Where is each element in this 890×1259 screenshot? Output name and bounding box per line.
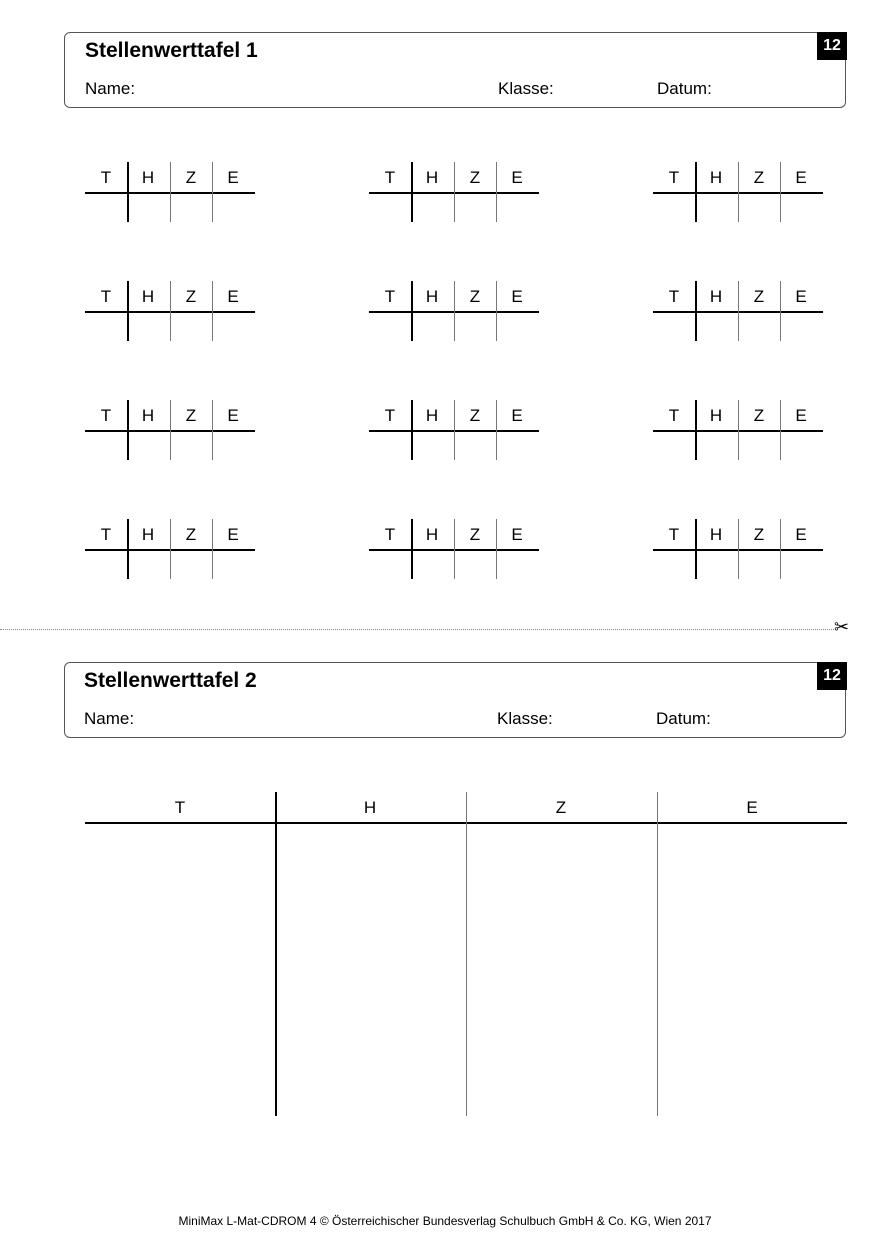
column-label: T: [100, 287, 112, 306]
column-label: T: [668, 406, 680, 425]
column-divider: [738, 281, 739, 341]
column-label: E: [511, 525, 523, 544]
column-divider: [695, 400, 697, 460]
place-value-table: [653, 519, 823, 579]
column-label: E: [227, 406, 239, 425]
column-divider: [695, 281, 697, 341]
copyright-footer: MiniMax L-Mat-CDROM 4 © Österreichischer Bundesverlag Schulbuch GmbH & Co. KG, Wien 2017: [178, 1214, 712, 1228]
column-divider: [127, 162, 129, 222]
place-value-table: [85, 400, 255, 460]
name-label-2: Name:: [84, 709, 135, 728]
column-divider: [780, 281, 781, 341]
column-label: E: [511, 287, 523, 306]
class-label-2: Klasse:: [497, 709, 553, 728]
column-divider: [127, 400, 129, 460]
column-label: H: [425, 168, 439, 187]
column-label: E: [795, 525, 807, 544]
column-divider: [496, 281, 497, 341]
column-divider: [496, 400, 497, 460]
place-value-table: [85, 519, 255, 579]
column-divider: [411, 400, 413, 460]
name-label-1: Name:: [85, 79, 136, 98]
column-label: H: [141, 168, 155, 187]
column-divider: [738, 162, 739, 222]
column-label: T: [384, 168, 396, 187]
place-value-table: [653, 162, 823, 222]
column-label: T: [384, 525, 396, 544]
column-label: H: [709, 406, 723, 425]
column-label: T: [100, 406, 112, 425]
column-divider: [496, 519, 497, 579]
column-divider: [738, 519, 739, 579]
column-label: Z: [469, 168, 481, 187]
column-divider: [738, 400, 739, 460]
column-label: T: [668, 287, 680, 306]
column-header-e: E: [746, 798, 758, 817]
column-divider: [657, 792, 658, 1116]
column-label: Z: [469, 525, 481, 544]
column-divider: [454, 281, 455, 341]
column-divider: [780, 400, 781, 460]
header-box-1: [64, 32, 846, 108]
column-divider: [695, 162, 697, 222]
column-header-z: Z: [555, 798, 567, 817]
column-label: H: [425, 406, 439, 425]
column-label: H: [709, 287, 723, 306]
page-title-2: Stellenwerttafel 2: [84, 669, 257, 692]
class-label-1: Klasse:: [498, 79, 554, 98]
cut-line: [0, 629, 834, 630]
column-label: Z: [185, 287, 197, 306]
place-value-table: [653, 281, 823, 341]
column-divider: [170, 162, 171, 222]
place-value-table: [369, 162, 539, 222]
column-divider: [454, 400, 455, 460]
column-divider: [212, 519, 213, 579]
column-label: Z: [469, 287, 481, 306]
column-label: H: [141, 406, 155, 425]
column-label: T: [384, 406, 396, 425]
column-label: Z: [753, 287, 765, 306]
column-label: H: [141, 287, 155, 306]
column-label: Z: [185, 525, 197, 544]
column-label: E: [511, 406, 523, 425]
column-label: E: [795, 168, 807, 187]
column-header-t: T: [174, 798, 186, 817]
column-divider: [411, 519, 413, 579]
column-label: Z: [753, 168, 765, 187]
column-label: Z: [185, 168, 197, 187]
column-label: E: [795, 406, 807, 425]
column-divider: [170, 281, 171, 341]
place-value-table: [85, 162, 255, 222]
column-label: Z: [185, 406, 197, 425]
column-divider: [275, 792, 277, 1116]
column-divider: [780, 519, 781, 579]
date-label-2: Datum:: [656, 709, 711, 728]
column-label: T: [100, 525, 112, 544]
column-label: Z: [753, 525, 765, 544]
column-divider: [454, 162, 455, 222]
number-badge-1: 12: [817, 32, 847, 60]
number-badge-2: 12: [817, 662, 847, 690]
column-divider: [466, 792, 467, 1116]
column-label: E: [795, 287, 807, 306]
column-divider: [127, 281, 129, 341]
place-value-table: [369, 519, 539, 579]
place-value-table: [653, 400, 823, 460]
column-label: H: [709, 525, 723, 544]
column-divider: [170, 400, 171, 460]
column-divider: [212, 162, 213, 222]
column-divider: [454, 519, 455, 579]
header-box-2: [64, 662, 846, 738]
column-label: Z: [753, 406, 765, 425]
column-divider: [212, 400, 213, 460]
column-divider: [411, 162, 413, 222]
column-label: Z: [469, 406, 481, 425]
column-label: H: [709, 168, 723, 187]
big-place-value-table: [85, 792, 847, 1116]
column-label: E: [227, 525, 239, 544]
column-divider: [411, 281, 413, 341]
column-label: E: [227, 168, 239, 187]
scissors-icon: ✂: [834, 617, 850, 637]
place-value-table: [85, 281, 255, 341]
date-label-1: Datum:: [657, 79, 712, 98]
place-value-table: [369, 400, 539, 460]
column-divider: [780, 162, 781, 222]
column-label: E: [227, 287, 239, 306]
column-divider: [695, 519, 697, 579]
column-label: H: [425, 287, 439, 306]
page-title-1: Stellenwerttafel 1: [85, 39, 258, 62]
column-divider: [127, 519, 129, 579]
column-label: H: [425, 525, 439, 544]
column-divider: [496, 162, 497, 222]
column-header-h: H: [363, 798, 377, 817]
column-label: T: [668, 525, 680, 544]
column-divider: [212, 281, 213, 341]
column-label: T: [668, 168, 680, 187]
column-label: T: [100, 168, 112, 187]
place-value-table: [369, 281, 539, 341]
column-label: E: [511, 168, 523, 187]
column-divider: [170, 519, 171, 579]
column-label: T: [384, 287, 396, 306]
column-label: H: [141, 525, 155, 544]
